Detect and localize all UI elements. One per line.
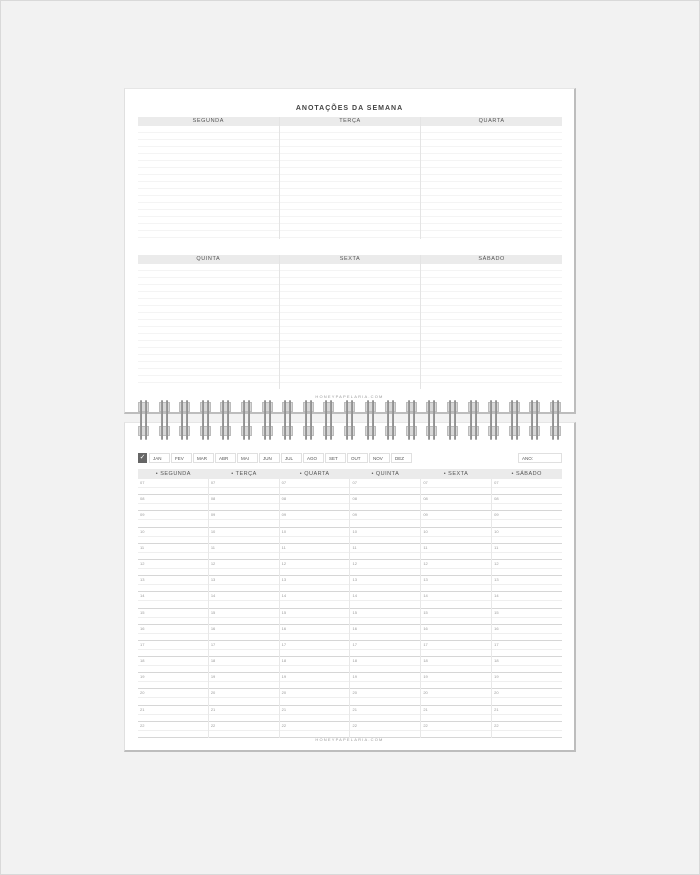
- week-header: [138, 469, 562, 479]
- hour-label: 07: [352, 480, 357, 485]
- spiral-ring: [137, 398, 151, 442]
- day-column: [208, 479, 279, 738]
- hour-label: 07: [140, 480, 145, 485]
- hour-label: 16: [423, 625, 428, 631]
- hour-label: 17: [423, 641, 428, 647]
- hour-label: 21: [423, 706, 428, 712]
- hour-label: 12: [140, 560, 145, 566]
- hour-label: 16: [140, 625, 145, 631]
- hour-label: 20: [281, 690, 287, 696]
- hour-slot[interactable]: [421, 673, 491, 689]
- month-box[interactable]: AGO: [303, 453, 324, 463]
- hour-slot[interactable]: [350, 722, 420, 738]
- hour-label: 21: [494, 706, 499, 712]
- hour-label: 13: [423, 577, 428, 583]
- hour-slot[interactable]: [280, 609, 350, 625]
- month-box[interactable]: FEV: [171, 453, 192, 463]
- notes-column[interactable]: [138, 255, 279, 389]
- hour-label: 11: [494, 544, 499, 550]
- hour-label: 18: [352, 658, 357, 664]
- hour-slot[interactable]: [350, 479, 420, 495]
- hour-label: 08: [210, 496, 216, 502]
- spiral-ring: [364, 398, 378, 442]
- hour-label: 11: [281, 544, 286, 550]
- day-column: [279, 479, 350, 738]
- hour-label: 19: [494, 674, 499, 680]
- check-icon[interactable]: ✓: [139, 454, 146, 461]
- day-column: [491, 479, 562, 738]
- hour-label: 20: [423, 690, 428, 696]
- hour-label: 08: [281, 496, 287, 502]
- notes-row-2: [138, 255, 562, 389]
- day-header: • SÁBADO: [511, 471, 542, 477]
- spiral-ring: [281, 398, 295, 442]
- hour-slot[interactable]: [350, 592, 420, 608]
- hour-label: 14: [281, 593, 287, 599]
- hour-slot[interactable]: [209, 528, 279, 544]
- day-column: [420, 479, 491, 738]
- spiral-ring: [261, 398, 275, 442]
- hour-slot[interactable]: [350, 511, 420, 527]
- hour-label: 19: [281, 674, 287, 680]
- hour-label: 07: [494, 480, 499, 485]
- day-header: • QUARTA: [299, 471, 330, 477]
- hour-label: 10: [281, 528, 287, 534]
- hour-label: 09: [210, 512, 216, 518]
- hour-slot[interactable]: [350, 641, 420, 657]
- hour-slot[interactable]: [280, 495, 350, 511]
- hour-label: 12: [281, 560, 287, 566]
- hour-slot[interactable]: [350, 528, 420, 544]
- hour-slot[interactable]: [138, 641, 208, 657]
- spiral-ring: [528, 398, 542, 442]
- hour-slot[interactable]: [138, 689, 208, 705]
- hour-slot[interactable]: [138, 544, 208, 560]
- hour-slot[interactable]: [350, 673, 420, 689]
- hour-label: 14: [494, 593, 499, 599]
- hour-label: 13: [352, 577, 357, 583]
- hour-label: 17: [210, 641, 216, 647]
- spiral-ring: [487, 398, 501, 442]
- hour-slot[interactable]: [492, 641, 562, 657]
- hour-label: 13: [140, 577, 145, 583]
- month-box[interactable]: JAN: [149, 453, 170, 463]
- hour-label: 10: [423, 528, 428, 534]
- hour-slot[interactable]: [492, 560, 562, 576]
- notes-column[interactable]: [420, 117, 562, 239]
- hour-label: 17: [281, 641, 287, 647]
- spiral-ring: [405, 398, 419, 442]
- day-header: • QUINTA: [371, 471, 400, 477]
- hour-slot[interactable]: [421, 576, 491, 592]
- day-header: • SEGUNDA: [155, 471, 191, 477]
- hour-slot[interactable]: [492, 609, 562, 625]
- hour-label: 18: [210, 658, 216, 664]
- hour-label: 11: [352, 544, 357, 550]
- hour-label: 10: [494, 528, 499, 534]
- hour-label: 13: [210, 577, 216, 583]
- spiral-ring: [178, 398, 192, 442]
- hour-label: 18: [140, 658, 145, 664]
- hour-slot[interactable]: [492, 592, 562, 608]
- hour-label: 22: [494, 722, 499, 728]
- hour-slot[interactable]: [280, 479, 350, 495]
- hour-slot[interactable]: [421, 625, 491, 641]
- hour-slot[interactable]: [138, 592, 208, 608]
- hour-label: 21: [210, 706, 216, 712]
- hour-slot[interactable]: [280, 641, 350, 657]
- spiral-ring: [508, 398, 522, 442]
- day-column: [138, 479, 208, 738]
- hour-label: 15: [210, 609, 216, 615]
- spiral-ring: [302, 398, 316, 442]
- hour-label: 09: [140, 512, 145, 518]
- spiral-binding: [124, 398, 576, 442]
- month-box[interactable]: ABR: [215, 453, 236, 463]
- hour-slot[interactable]: [421, 495, 491, 511]
- hour-slot[interactable]: [209, 609, 279, 625]
- hour-slot[interactable]: [492, 722, 562, 738]
- page-title: ANOTAÇÕES DA SEMANA: [295, 105, 404, 112]
- spiral-ring: [425, 398, 439, 442]
- hour-slot[interactable]: [492, 657, 562, 673]
- hour-slot[interactable]: [138, 722, 208, 738]
- hour-slot[interactable]: [492, 673, 562, 689]
- hour-label: 09: [494, 512, 499, 518]
- hour-label: 12: [494, 560, 499, 566]
- hour-slot[interactable]: [209, 706, 279, 722]
- hour-slot[interactable]: [492, 544, 562, 560]
- hour-slot[interactable]: [421, 641, 491, 657]
- day-column: [349, 479, 420, 738]
- hour-label: 16: [281, 625, 287, 631]
- hour-slot[interactable]: [138, 576, 208, 592]
- hour-label: 20: [494, 690, 499, 696]
- hour-label: 11: [210, 544, 215, 550]
- hour-label: 17: [140, 641, 145, 647]
- hour-slot[interactable]: [280, 706, 350, 722]
- notes-page: [124, 88, 576, 414]
- hour-label: 15: [281, 609, 287, 615]
- year-field[interactable]: ANO:: [518, 453, 562, 463]
- hour-label: 22: [210, 722, 216, 728]
- hour-label: 21: [140, 706, 145, 712]
- day-header: QUINTA: [138, 255, 279, 264]
- hour-label: 16: [494, 625, 499, 631]
- spiral-ring: [322, 398, 336, 442]
- day-header: • SEXTA: [443, 471, 469, 477]
- hour-slot[interactable]: [209, 495, 279, 511]
- hour-label: 10: [140, 528, 145, 534]
- hour-slot[interactable]: [280, 689, 350, 705]
- hour-label: 14: [423, 593, 428, 599]
- hour-slot[interactable]: [492, 625, 562, 641]
- hour-label: 10: [352, 528, 357, 534]
- hour-slot[interactable]: [280, 625, 350, 641]
- hour-slot[interactable]: [209, 673, 279, 689]
- month-box[interactable]: MAR: [193, 453, 214, 463]
- spiral-ring: [467, 398, 481, 442]
- hour-slot[interactable]: [492, 528, 562, 544]
- hour-label: 09: [281, 512, 287, 518]
- hour-slot[interactable]: [280, 511, 350, 527]
- hour-label: 21: [352, 706, 357, 712]
- hour-slot[interactable]: [350, 689, 420, 705]
- hour-slot[interactable]: [421, 722, 491, 738]
- spiral-ring: [446, 398, 460, 442]
- hour-label: 19: [140, 674, 145, 680]
- hour-slot[interactable]: [209, 657, 279, 673]
- hour-slot[interactable]: [138, 609, 208, 625]
- hour-label: 07: [281, 480, 287, 485]
- hour-slot[interactable]: [350, 625, 420, 641]
- hour-label: 14: [210, 593, 216, 599]
- hour-label: 20: [352, 690, 357, 696]
- hour-label: 08: [423, 496, 428, 502]
- hour-label: 19: [423, 674, 428, 680]
- weekly-planner-page: [124, 422, 576, 752]
- spiral-ring: [219, 398, 233, 442]
- day-header: SEXTA: [280, 255, 421, 264]
- hour-slot[interactable]: [138, 511, 208, 527]
- month-box[interactable]: MAI: [237, 453, 258, 463]
- hour-label: 15: [352, 609, 357, 615]
- hour-slot[interactable]: [209, 576, 279, 592]
- hour-slot[interactable]: [350, 609, 420, 625]
- hour-label: 11: [140, 544, 145, 550]
- hour-slot[interactable]: [280, 560, 350, 576]
- hour-slot[interactable]: [421, 689, 491, 705]
- spiral-ring: [384, 398, 398, 442]
- hour-slot[interactable]: [209, 511, 279, 527]
- hour-slot[interactable]: [421, 479, 491, 495]
- day-header: SEGUNDA: [138, 117, 279, 126]
- hour-slot[interactable]: [138, 673, 208, 689]
- hour-label: 11: [423, 544, 428, 550]
- hour-slot[interactable]: [280, 544, 350, 560]
- hour-slot[interactable]: [138, 560, 208, 576]
- hour-slot[interactable]: [138, 625, 208, 641]
- hour-label: 14: [352, 593, 357, 599]
- hour-slot[interactable]: [209, 689, 279, 705]
- hour-slot[interactable]: [350, 657, 420, 673]
- hour-label: 09: [423, 512, 428, 518]
- hour-slot[interactable]: [492, 689, 562, 705]
- spiral-ring: [240, 398, 254, 442]
- hour-slot[interactable]: [209, 625, 279, 641]
- spiral-ring: [549, 398, 563, 442]
- hour-slot[interactable]: [421, 592, 491, 608]
- day-header: • TERÇA: [231, 471, 257, 477]
- hour-slot[interactable]: [492, 511, 562, 527]
- hour-slot[interactable]: [492, 495, 562, 511]
- month-box[interactable]: JUN: [259, 453, 280, 463]
- hour-slot[interactable]: [421, 657, 491, 673]
- hour-slot[interactable]: [138, 657, 208, 673]
- hour-label: 14: [140, 593, 145, 599]
- hour-slot[interactable]: [209, 560, 279, 576]
- hour-label: 22: [352, 722, 357, 728]
- spiral-ring: [199, 398, 213, 442]
- hour-slot[interactable]: [421, 528, 491, 544]
- hour-slot[interactable]: [209, 722, 279, 738]
- hour-label: 15: [423, 609, 428, 615]
- hour-label: 17: [494, 641, 499, 647]
- brand-footer: HONEYPAPELARIA.COM: [315, 394, 384, 399]
- hour-slot[interactable]: [280, 576, 350, 592]
- hour-slot[interactable]: [492, 706, 562, 722]
- hour-label: 09: [352, 512, 357, 518]
- hour-label: 07: [210, 480, 216, 485]
- hour-label: 16: [210, 625, 216, 631]
- hour-slot[interactable]: [138, 706, 208, 722]
- hour-label: 18: [281, 658, 287, 664]
- hour-slot[interactable]: [421, 609, 491, 625]
- spiral-ring: [158, 398, 172, 442]
- hour-slot[interactable]: [350, 560, 420, 576]
- hour-label: 08: [140, 496, 145, 502]
- hour-label: 08: [352, 496, 357, 502]
- hour-label: 22: [423, 722, 428, 728]
- hour-label: 15: [140, 609, 145, 615]
- hour-slot[interactable]: [209, 641, 279, 657]
- notes-column[interactable]: [279, 117, 421, 239]
- notes-column[interactable]: [420, 255, 562, 389]
- month-box[interactable]: JUL: [281, 453, 302, 463]
- hour-label: 22: [281, 722, 287, 728]
- hour-slot[interactable]: [280, 528, 350, 544]
- hour-label: 18: [494, 658, 499, 664]
- hour-label: 12: [423, 560, 428, 566]
- hour-slot[interactable]: [280, 722, 350, 738]
- hour-slot[interactable]: [280, 592, 350, 608]
- hour-slot[interactable]: [280, 657, 350, 673]
- month-box[interactable]: DEZ: [391, 453, 412, 463]
- notes-row-1: [138, 117, 562, 239]
- month-box[interactable]: OUT: [347, 453, 368, 463]
- hour-slot[interactable]: [350, 544, 420, 560]
- hour-label: 13: [494, 577, 499, 583]
- hour-label: 21: [281, 706, 287, 712]
- hour-label: 20: [210, 690, 216, 696]
- hour-slot[interactable]: [421, 544, 491, 560]
- day-header: TERÇA: [280, 117, 421, 126]
- week-schedule: [138, 469, 562, 738]
- hour-label: 19: [210, 674, 216, 680]
- day-header: SÁBADO: [421, 255, 562, 264]
- hour-slot[interactable]: [209, 544, 279, 560]
- hour-label: 07: [423, 480, 428, 485]
- hour-label: 17: [352, 641, 357, 647]
- hour-slot[interactable]: [421, 706, 491, 722]
- hour-slot[interactable]: [350, 576, 420, 592]
- hour-slot[interactable]: [350, 495, 420, 511]
- hour-label: 12: [210, 560, 216, 566]
- hour-slot[interactable]: [209, 479, 279, 495]
- hour-label: 08: [494, 496, 499, 502]
- spiral-ring: [343, 398, 357, 442]
- day-header: QUARTA: [421, 117, 562, 126]
- month-box[interactable]: SET: [325, 453, 346, 463]
- hour-slot[interactable]: [138, 528, 208, 544]
- week-body: [138, 479, 562, 738]
- hour-label: 18: [423, 658, 428, 664]
- notes-column[interactable]: [279, 255, 421, 389]
- hour-label: 16: [352, 625, 357, 631]
- month-box[interactable]: NOV: [369, 453, 390, 463]
- hour-label: 13: [281, 577, 287, 583]
- hour-label: 20: [140, 690, 145, 696]
- hour-slot[interactable]: [350, 706, 420, 722]
- hour-label: 15: [494, 609, 499, 615]
- month-selector: [138, 453, 413, 463]
- hour-slot[interactable]: [421, 511, 491, 527]
- hour-label: 22: [140, 722, 145, 728]
- brand-footer: HONEYPAPELARIA.COM: [315, 737, 384, 742]
- hour-slot[interactable]: [280, 673, 350, 689]
- hour-label: 12: [352, 560, 357, 566]
- hour-slot[interactable]: [421, 560, 491, 576]
- notes-column[interactable]: [138, 117, 279, 239]
- hour-label: 10: [210, 528, 216, 534]
- hour-slot[interactable]: [138, 479, 208, 495]
- hour-slot[interactable]: [492, 576, 562, 592]
- hour-slot[interactable]: [209, 592, 279, 608]
- hour-slot[interactable]: [492, 479, 562, 495]
- hour-label: 19: [352, 674, 357, 680]
- hour-slot[interactable]: [138, 495, 208, 511]
